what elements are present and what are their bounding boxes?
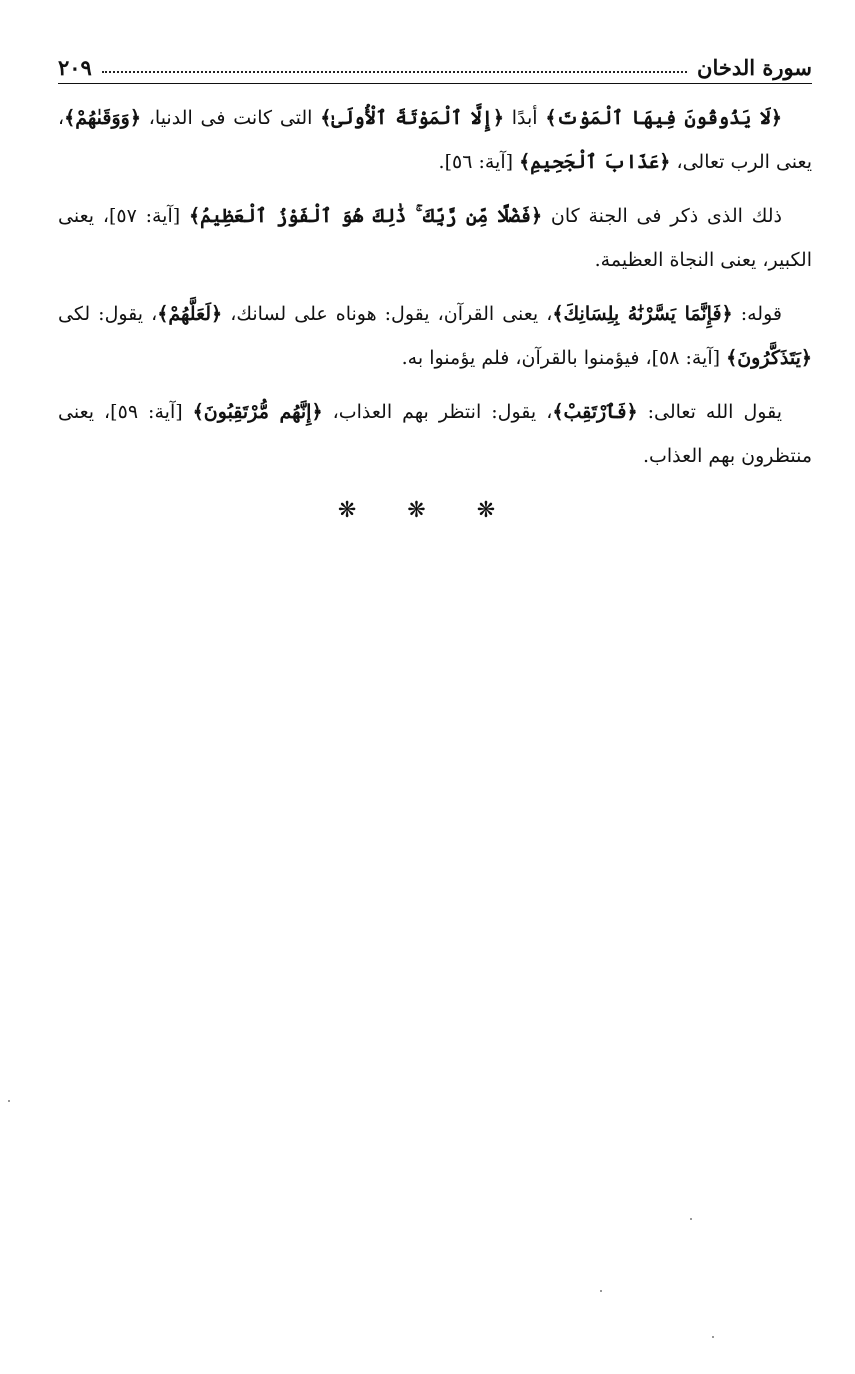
commentary-text: قوله: [732,303,782,325]
scan-speck [8,1100,10,1102]
running-header [58,40,812,80]
commentary-text: يقول الله تعالى: [637,401,783,423]
scan-speck [712,1336,714,1338]
commentary-text: ، يقول: انتظر بهم العذاب، [322,401,553,423]
commentary-text: ، يعنى القرآن، يقول: هوناه على لسانك، [222,303,553,325]
commentary-text: ، يعنى الرب تعالى، [58,107,812,173]
quran-quote: ﴿فَضْلًا مِّن رَّبِّكَ ۚ ذَٰلِكَ هُوَ ٱلْفَوْزُ ٱلْعَظِيمُ﴾ [188,205,543,227]
quran-quote: ﴿إِنَّهُم مُّرْتَقِبُونَ﴾ [192,401,323,423]
quran-quote: ﴿يَتَذَكَّرُونَ﴾ [726,347,812,369]
quran-quote: ﴿عَذَابَ ٱلْجَحِيمِ﴾ [519,151,671,173]
quran-quote: ﴿لَعَلَّهُمْ﴾ [157,303,223,325]
commentary-text: أبدًا [503,107,546,129]
header-rule [58,83,812,84]
page-number: ٢٠٩ [58,55,92,80]
paragraph [58,194,812,282]
paragraph [58,96,812,184]
commentary-text: [آية: ٥٨]، فيؤمنوا بالقرآن، فلم يؤمنوا به. [401,347,727,369]
quran-quote: ﴿فَإِنَّمَا يَسَّرْنَٰهُ بِلِسَانِكَ﴾ [552,303,733,325]
scan-speck [600,1290,602,1292]
quran-quote: ﴿إِلَّا ٱلْمَوْتَةَ ٱلْأُولَىٰ﴾ [320,107,504,129]
paragraph [58,292,812,380]
quran-quote: ﴿وَوَقَىٰهُمْ﴾ [64,107,141,129]
surah-title: سورة الدخان [697,55,812,80]
paragraph [58,390,812,478]
quran-quote: ﴿فَٱرْتَقِبْ﴾ [552,401,638,423]
commentary-text: ، يقول: لكى [58,303,158,325]
commentary-text: التى كانت فى الدنيا، [140,107,321,129]
commentary-text: ذلك الذى ذكر فى الجنة كان [542,205,782,227]
commentary-text: [آية: ٥٩]، يعنى منتظرون بهم العذاب. [58,401,812,467]
header-dot-leader [102,70,687,73]
section-separator: ❋ ❋ ❋ [337,498,518,523]
tafsir-text [58,96,812,488]
commentary-text: [آية: ٥٧]، يعنى الكبير، يعنى النجاة العظيمة. [58,205,812,271]
quran-quote: ﴿لَا يَذُوقُونَ فِيهَا ٱلْمَوْتَ﴾ [545,107,782,129]
commentary-text: [آية: ٥٦]. [438,151,520,173]
scan-speck [690,1218,692,1220]
